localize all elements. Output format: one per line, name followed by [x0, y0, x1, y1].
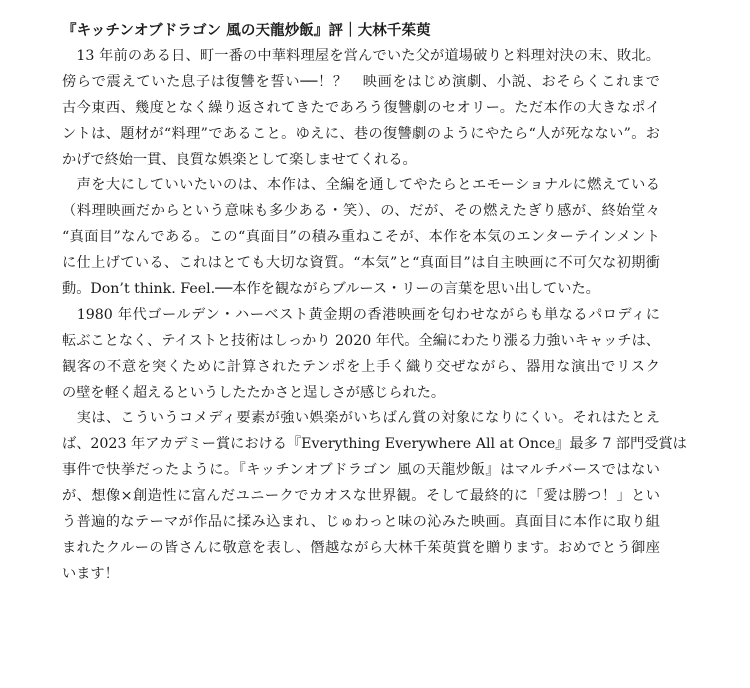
text-line: う普遍的なテーマが作品に揉み込まれ、じゅわっと味の沁みた映画。真面目に本作に取り組 — [62, 514, 660, 531]
text-line: 1980 年代ゴールデン・ハーベスト黄金期の香港映画を匂わせながらも単なるパロディに — [62, 306, 660, 323]
review-body — [62, 44, 687, 588]
text-line: が、想像×創造性に富んだユニークでカオスな世界観。そして最終的に「愛は勝つ！」とい — [62, 488, 660, 505]
text-line: ントは、題材が“料理”であること。ゆえに、巷の復讐劇のようにやたら“人が死なない”。お — [62, 125, 660, 142]
review-title: 『キッチンオブドラゴン 風の天龍炒飯』評｜大林千茱萸 — [62, 23, 431, 39]
text-line: ば、2023 年アカデミー賞における『Everything Everywhere All at Once』最多 7 部門受賞は — [62, 436, 687, 453]
text-line: に仕上げている、これはとても大切な資質。“本気”と“真面目”は自主映画に不可欠な初期衝 — [62, 255, 660, 272]
text-line: 動。Don’t think. Feel.──本作を観ながらブルース・リーの言葉を思い出していた。 — [62, 281, 600, 298]
text-line: の壁を軽く超えるというしたたかさと逞しさが感じられた。 — [62, 384, 446, 401]
text-line: 古今東西、幾度となく繰り返されてきたであろう復讐劇のセオリー。ただ本作の大きなポイ — [62, 99, 660, 116]
text-line: 傍らで震えていた息子は復讐を誓い──！？ 映画をはじめ演劇、小説、おそらくこれまで — [62, 73, 660, 90]
paragraph — [62, 303, 660, 407]
text-line: 実は、こういうコメディ要素が強い娯楽がいちばん賞の対象になりにくい。それはたとえ — [62, 410, 660, 427]
paragraph — [62, 406, 687, 587]
text-line: 声を大にしていいたいのは、本作は、全編を通してやたらとエモーショナルに燃えている — [62, 177, 660, 194]
paragraph — [62, 44, 660, 173]
text-line: 事件で快挙だったように。『キッチンオブドラゴン 風の天龍炒飯』はマルチバースではない — [62, 462, 660, 479]
text-line: います！ — [62, 565, 119, 582]
review-document — [62, 18, 687, 588]
text-line: “真面目”なんである。この“真面目”の積み重ねこそが、本作を本気のエンターテインメント — [62, 229, 660, 246]
paragraph — [62, 173, 660, 302]
text-line: まれたクルーの皆さんに敬意を表し、僭越ながら大林千茱萸賞を贈ります。おめでとう御座 — [62, 539, 660, 556]
text-line: 13 年前のある日、町一番の中華料理屋を営んでいた父が道場破りと料理対決の末、敗北。 — [62, 48, 660, 64]
text-line: 観客の不意を突くために計算されたテンポを上手く織り交ぜながら、器用な演出でリスク — [62, 358, 660, 375]
text-line: （料理映画だからという意味も多少ある・笑）、の、だが、その燃えたぎり感が、終始堂々 — [62, 203, 660, 220]
text-line: かげで終始一貫、良質な娯楽として楽しませてくれる。 — [62, 151, 417, 168]
text-line: 転ぶことなく、テイストと技術はしっかり 2020 年代。全編にわたり漲る力強いキャッチは、 — [62, 332, 660, 349]
